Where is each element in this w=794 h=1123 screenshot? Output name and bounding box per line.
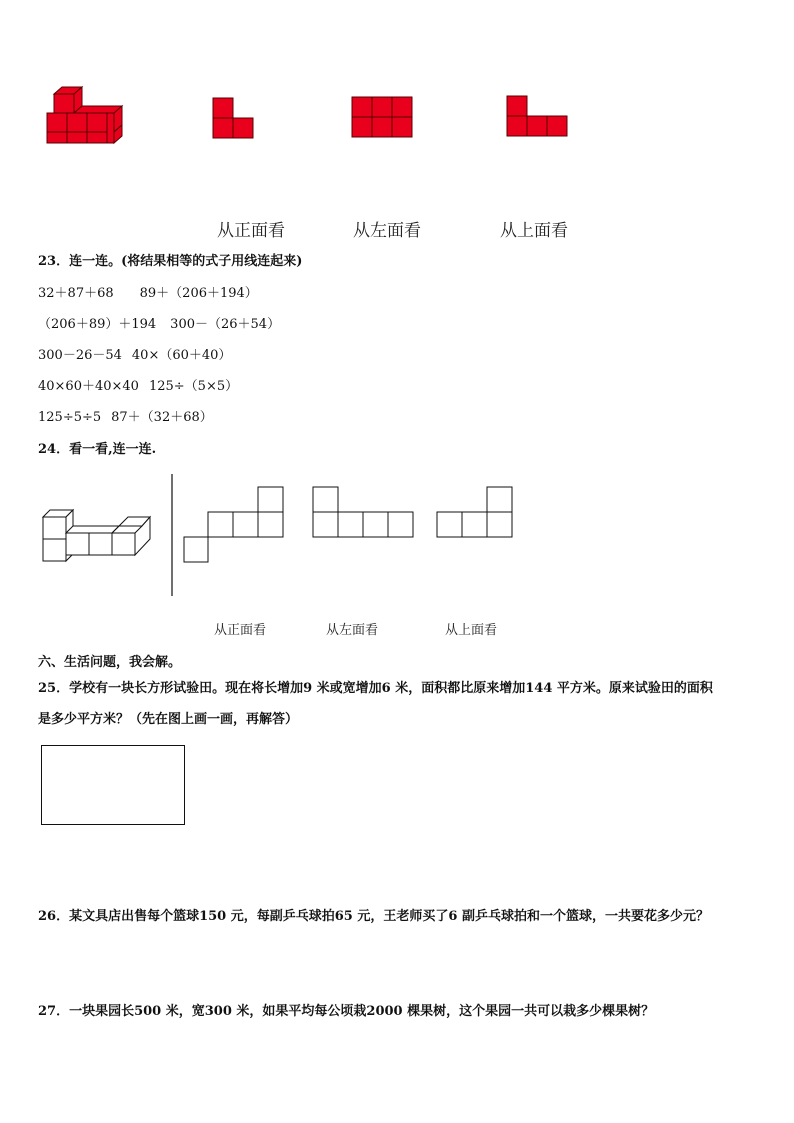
q23-row-5-right: 87＋（32＋68） [111,410,213,425]
q24-view-shape-c [436,486,514,538]
q23-row-3-right: 40×（60＋40） [131,348,232,363]
red-cube-solid-3d [44,84,134,146]
q24-cube-solid-3d [42,508,154,564]
q23-row-3 [38,344,231,363]
q25-line-1: 25．学校有一块长方形试验田。现在将长增加9 米或宽增加6 米，面积都比原来增加144 平方米。原来试验田的面积 [38,681,713,696]
top-view-label-front: 从正面看 [217,221,285,241]
q23-row-2-left: （206＋89）＋194 [38,317,157,332]
q25-line-2: 是多少平方米？（先在图上画一画，再解答） [38,712,299,727]
q23-row-4-left: 40×60＋40×40 [38,379,139,394]
q24-view-shape-a [183,486,285,564]
red-front-view [212,97,256,139]
q23-row-3-left: 300－26－54 [38,348,122,363]
top-view-label-top: 从上面看 [500,221,568,241]
q24-divider-line [170,474,174,596]
top-view-label-left: 从左面看 [353,221,421,241]
q24-view-label-left: 从左面看 [326,623,379,638]
q23-row-1 [38,282,258,301]
red-left-view [351,96,413,138]
section6-title: 六、生活问题，我会解。 [38,655,182,670]
q23-row-5 [38,406,213,425]
q24-title: 24．看一看,连一连. [38,442,157,457]
q23-row-5-left: 125÷5÷5 [38,410,102,425]
red-top-view [506,95,568,137]
q24-view-label-top: 从上面看 [445,623,498,638]
q23-row-1-right: 89＋（206＋194） [139,286,258,301]
q27-text: 27．一块果园长500 米，宽300 米，如果平均每公顷栽2000 棵果树，这个果园一共可以栽多少棵果树？ [38,1004,655,1019]
q24-view-shape-b [312,486,414,538]
q23-row-2 [38,313,280,332]
q23-row-2-right: 300－（26＋54） [170,317,281,332]
q23-row-4-right: 125÷（5×5） [148,379,239,394]
q25-field-rectangle [41,745,185,825]
q23-row-4 [38,375,238,394]
q24-view-label-front: 从正面看 [214,623,267,638]
q26-text: 26．某文具店出售每个篮球150 元，每副乒乓球拍65 元，王老师买了6 副乒乓球拍和一个篮球，一共要花多少元？ [38,909,709,924]
q23-title: 23．连一连。(将结果相等的式子用线连起来) [38,254,303,269]
q23-row-1-left: 32＋87＋68 [38,286,114,301]
